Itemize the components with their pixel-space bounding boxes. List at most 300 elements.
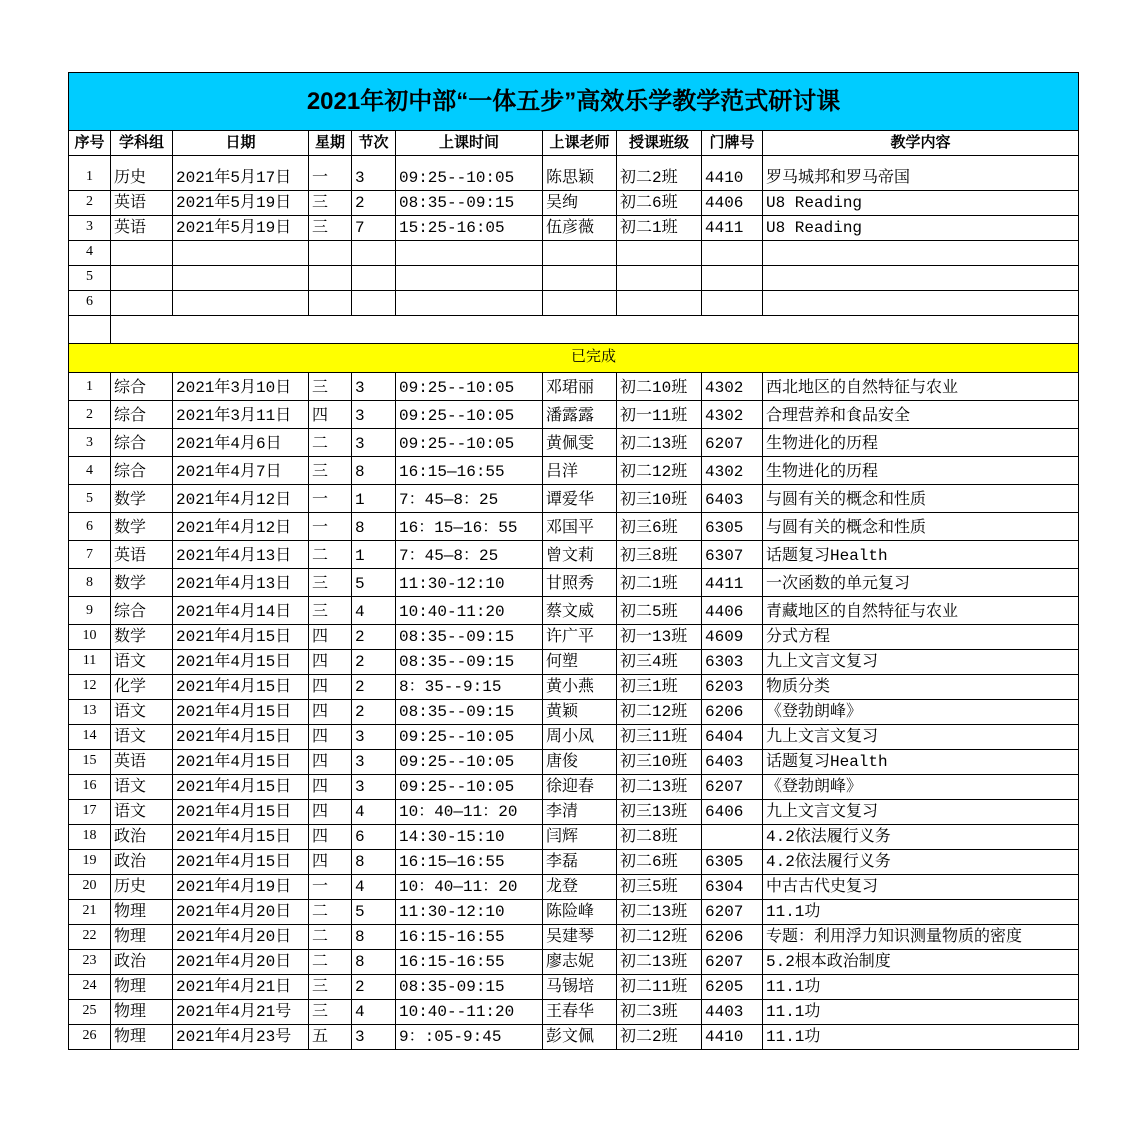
cell-room: 4411: [702, 216, 763, 241]
cell-date: 2021年3月11日: [173, 401, 309, 429]
cell-no: 23: [69, 950, 111, 975]
cell-period: 4: [352, 875, 396, 900]
cell-no: 11: [69, 650, 111, 675]
cell-period: 5: [352, 900, 396, 925]
cell-class: 初二5班: [617, 597, 702, 625]
cell-subject: [111, 241, 173, 266]
cell-room: 6305: [702, 850, 763, 875]
cell-class: 初二12班: [617, 925, 702, 950]
cell-teacher: 李清: [543, 800, 617, 825]
column-header-subject: 学科组: [111, 131, 173, 156]
cell-subject: 数学: [111, 485, 173, 513]
cell-subject: 语文: [111, 650, 173, 675]
separator-row: [69, 316, 1079, 344]
cell-time: 09:25--10:05: [396, 750, 543, 775]
cell-teacher: 谭爱华: [543, 485, 617, 513]
cell-no: 15: [69, 750, 111, 775]
cell-weekday: 三: [309, 597, 352, 625]
cell-date: 2021年4月12日: [173, 485, 309, 513]
cell-content: 5.2根本政治制度: [763, 950, 1079, 975]
cell-date: 2021年5月19日: [173, 191, 309, 216]
cell-no: 4: [69, 457, 111, 485]
cell-class: 初三10班: [617, 750, 702, 775]
completed-table-row: [69, 597, 1079, 625]
completed-table-row: [69, 373, 1079, 401]
cell-content: 九上文言文复习: [763, 725, 1079, 750]
cell-teacher: 龙登: [543, 875, 617, 900]
completed-table-row: [69, 625, 1079, 650]
cell-period: 3: [352, 750, 396, 775]
upcoming-table-row: [69, 241, 1079, 266]
cell-class: [617, 241, 702, 266]
completed-table-row: [69, 401, 1079, 429]
cell-period: 8: [352, 925, 396, 950]
column-header-time: 上课时间: [396, 131, 543, 156]
cell-content: 罗马城邦和罗马帝国: [763, 156, 1079, 191]
cell-no: 26: [69, 1025, 111, 1050]
cell-weekday: 二: [309, 950, 352, 975]
cell-weekday: [309, 241, 352, 266]
cell-teacher: 吴建琴: [543, 925, 617, 950]
cell-date: 2021年4月15日: [173, 750, 309, 775]
completed-table-row: [69, 800, 1079, 825]
cell-content: 专题：利用浮力知识测量物质的密度: [763, 925, 1079, 950]
cell-teacher: 吴绚: [543, 191, 617, 216]
cell-content: U8 Reading: [763, 216, 1079, 241]
cell-room: 4410: [702, 1025, 763, 1050]
cell-time: 7：45—8：25: [396, 485, 543, 513]
cell-date: 2021年4月19日: [173, 875, 309, 900]
completed-table-row: [69, 975, 1079, 1000]
completed-table-row: [69, 569, 1079, 597]
cell-subject: 英语: [111, 216, 173, 241]
cell-class: 初二13班: [617, 429, 702, 457]
upcoming-table-row: [69, 156, 1079, 191]
completed-label: 已完成: [69, 344, 1079, 373]
cell-content: 11.1功: [763, 975, 1079, 1000]
cell-weekday: 一: [309, 513, 352, 541]
cell-weekday: 四: [309, 800, 352, 825]
cell-period: 4: [352, 1000, 396, 1025]
completed-table-row: [69, 513, 1079, 541]
cell-weekday: 四: [309, 850, 352, 875]
completed-label-row: [69, 344, 1079, 373]
cell-room: 4411: [702, 569, 763, 597]
column-header-no: 序号: [69, 131, 111, 156]
cell-weekday: 三: [309, 1000, 352, 1025]
cell-no: 6: [69, 291, 111, 316]
cell-class: 初三8班: [617, 541, 702, 569]
cell-content: 与圆有关的概念和性质: [763, 513, 1079, 541]
cell-teacher: 王春华: [543, 1000, 617, 1025]
cell-content: 合理营养和食品安全: [763, 401, 1079, 429]
cell-time: 09:25--10:05: [396, 429, 543, 457]
cell-date: 2021年4月15日: [173, 625, 309, 650]
cell-content: 11.1功: [763, 1025, 1079, 1050]
cell-period: [352, 241, 396, 266]
cell-period: 8: [352, 457, 396, 485]
completed-table-row: [69, 457, 1079, 485]
cell-weekday: 一: [309, 156, 352, 191]
completed-table-row: [69, 650, 1079, 675]
cell-subject: 历史: [111, 156, 173, 191]
cell-content: [763, 291, 1079, 316]
cell-room: 4410: [702, 156, 763, 191]
cell-date: 2021年4月15日: [173, 800, 309, 825]
completed-table-row: [69, 1025, 1079, 1050]
cell-time: 09:25--10:05: [396, 725, 543, 750]
cell-class: 初二1班: [617, 216, 702, 241]
cell-room: [702, 241, 763, 266]
cell-weekday: 四: [309, 700, 352, 725]
cell-period: 2: [352, 650, 396, 675]
cell-no: 1: [69, 156, 111, 191]
cell-period: 2: [352, 191, 396, 216]
completed-table-row: [69, 775, 1079, 800]
cell-time: 08:35--09:15: [396, 650, 543, 675]
header-row: [69, 131, 1079, 156]
cell-weekday: 二: [309, 925, 352, 950]
cell-date: [173, 291, 309, 316]
cell-class: 初二12班: [617, 457, 702, 485]
cell-date: 2021年5月17日: [173, 156, 309, 191]
cell-period: 5: [352, 569, 396, 597]
cell-class: 初二13班: [617, 775, 702, 800]
cell-time: 08:35-09:15: [396, 975, 543, 1000]
cell-room: [702, 291, 763, 316]
cell-date: 2021年4月15日: [173, 675, 309, 700]
cell-room: 4302: [702, 401, 763, 429]
cell-teacher: 蔡文威: [543, 597, 617, 625]
cell-teacher: 伍彦薇: [543, 216, 617, 241]
cell-room: 6207: [702, 950, 763, 975]
cell-subject: 物理: [111, 1025, 173, 1050]
upcoming-rows: [69, 156, 1079, 316]
cell-period: 8: [352, 513, 396, 541]
table-head: [69, 73, 1079, 156]
completed-table-row: [69, 750, 1079, 775]
cell-room: 6207: [702, 429, 763, 457]
cell-date: 2021年4月7日: [173, 457, 309, 485]
completed-table-row: [69, 485, 1079, 513]
cell-room: 6206: [702, 700, 763, 725]
completed-rows: [69, 373, 1079, 1050]
cell-time: 08:35--09:15: [396, 191, 543, 216]
cell-content: 11.1功: [763, 1000, 1079, 1025]
cell-time: 09:25--10:05: [396, 401, 543, 429]
cell-teacher: 曾文莉: [543, 541, 617, 569]
cell-time: 09:25--10:05: [396, 373, 543, 401]
cell-room: 6406: [702, 800, 763, 825]
cell-class: 初二11班: [617, 975, 702, 1000]
completed-table-row: [69, 925, 1079, 950]
cell-date: [173, 266, 309, 291]
cell-no: 5: [69, 266, 111, 291]
completed-table-row: [69, 825, 1079, 850]
cell-weekday: 一: [309, 875, 352, 900]
cell-room: 4403: [702, 1000, 763, 1025]
cell-time: 09:25--10:05: [396, 775, 543, 800]
cell-period: [352, 266, 396, 291]
cell-class: 初三1班: [617, 675, 702, 700]
cell-teacher: 邓珺丽: [543, 373, 617, 401]
cell-no: 3: [69, 216, 111, 241]
completed-table-row: [69, 725, 1079, 750]
cell-teacher: 周小凤: [543, 725, 617, 750]
cell-class: 初三11班: [617, 725, 702, 750]
cell-period: 3: [352, 1025, 396, 1050]
cell-time: 9：:05-9:45: [396, 1025, 543, 1050]
cell-no: 5: [69, 485, 111, 513]
cell-weekday: 二: [309, 429, 352, 457]
cell-subject: 语文: [111, 700, 173, 725]
cell-date: 2021年4月6日: [173, 429, 309, 457]
cell-time: 10:40-11:20: [396, 597, 543, 625]
cell-teacher: 徐迎春: [543, 775, 617, 800]
cell-room: 6303: [702, 650, 763, 675]
cell-class: 初二10班: [617, 373, 702, 401]
completed-table-row: [69, 900, 1079, 925]
cell-content: 《登勃朗峰》: [763, 700, 1079, 725]
cell-time: 10：40—11：20: [396, 875, 543, 900]
cell-weekday: 二: [309, 541, 352, 569]
cell-subject: 英语: [111, 750, 173, 775]
cell-subject: 数学: [111, 513, 173, 541]
cell-subject: 语文: [111, 800, 173, 825]
cell-subject: 数学: [111, 569, 173, 597]
cell-subject: 物理: [111, 1000, 173, 1025]
cell-weekday: 一: [309, 485, 352, 513]
cell-no: 7: [69, 541, 111, 569]
cell-class: 初二13班: [617, 900, 702, 925]
cell-date: 2021年5月19日: [173, 216, 309, 241]
cell-subject: 语文: [111, 775, 173, 800]
column-header-room: 门牌号: [702, 131, 763, 156]
cell-no: 2: [69, 191, 111, 216]
cell-subject: 综合: [111, 429, 173, 457]
cell-subject: 物理: [111, 975, 173, 1000]
cell-teacher: 黄颖: [543, 700, 617, 725]
cell-class: 初二3班: [617, 1000, 702, 1025]
cell-no: 17: [69, 800, 111, 825]
cell-weekday: 四: [309, 625, 352, 650]
upcoming-table-row: [69, 191, 1079, 216]
cell-no: 3: [69, 429, 111, 457]
cell-room: 4609: [702, 625, 763, 650]
cell-time: [396, 266, 543, 291]
cell-time: 8：35--9:15: [396, 675, 543, 700]
cell-subject: 综合: [111, 597, 173, 625]
cell-time: 16:15-16:55: [396, 950, 543, 975]
cell-weekday: 四: [309, 725, 352, 750]
cell-room: 6207: [702, 900, 763, 925]
cell-weekday: 三: [309, 191, 352, 216]
cell-time: 08:35--09:15: [396, 700, 543, 725]
cell-period: 1: [352, 541, 396, 569]
cell-weekday: 四: [309, 650, 352, 675]
title-row: [69, 73, 1079, 131]
separator-cell-no: [69, 316, 111, 344]
cell-subject: 综合: [111, 373, 173, 401]
cell-period: [352, 291, 396, 316]
cell-room: 4302: [702, 373, 763, 401]
cell-no: 18: [69, 825, 111, 850]
cell-room: 6203: [702, 675, 763, 700]
cell-class: 初二6班: [617, 850, 702, 875]
cell-date: 2021年4月20日: [173, 900, 309, 925]
cell-weekday: [309, 266, 352, 291]
cell-date: 2021年4月21日: [173, 975, 309, 1000]
cell-content: 与圆有关的概念和性质: [763, 485, 1079, 513]
cell-date: 2021年4月21号: [173, 1000, 309, 1025]
cell-weekday: 三: [309, 975, 352, 1000]
cell-no: 2: [69, 401, 111, 429]
cell-period: 8: [352, 850, 396, 875]
cell-date: 2021年4月15日: [173, 850, 309, 875]
completed-section-header: [69, 316, 1079, 373]
cell-subject: 历史: [111, 875, 173, 900]
cell-date: 2021年4月20日: [173, 925, 309, 950]
cell-content: 话题复习Health: [763, 541, 1079, 569]
cell-date: 2021年4月12日: [173, 513, 309, 541]
cell-time: 15:25-16:05: [396, 216, 543, 241]
cell-weekday: 三: [309, 569, 352, 597]
cell-subject: 语文: [111, 725, 173, 750]
cell-teacher: 彭文佩: [543, 1025, 617, 1050]
cell-class: 初二8班: [617, 825, 702, 850]
cell-class: [617, 266, 702, 291]
cell-teacher: 唐俊: [543, 750, 617, 775]
cell-no: 9: [69, 597, 111, 625]
cell-teacher: 马锡培: [543, 975, 617, 1000]
cell-period: 3: [352, 401, 396, 429]
upcoming-table-row: [69, 291, 1079, 316]
cell-teacher: 吕洋: [543, 457, 617, 485]
cell-date: 2021年4月15日: [173, 700, 309, 725]
cell-class: 初三5班: [617, 875, 702, 900]
cell-period: 3: [352, 725, 396, 750]
cell-room: 6304: [702, 875, 763, 900]
cell-no: 10: [69, 625, 111, 650]
cell-class: 初二6班: [617, 191, 702, 216]
cell-period: 3: [352, 775, 396, 800]
upcoming-table-row: [69, 216, 1079, 241]
cell-teacher: 闫辉: [543, 825, 617, 850]
cell-weekday: 四: [309, 825, 352, 850]
cell-content: U8 Reading: [763, 191, 1079, 216]
cell-time: 09:25--10:05: [396, 156, 543, 191]
cell-weekday: 四: [309, 675, 352, 700]
completed-table-row: [69, 675, 1079, 700]
completed-table-row: [69, 875, 1079, 900]
cell-weekday: 三: [309, 373, 352, 401]
cell-room: 6207: [702, 775, 763, 800]
cell-weekday: 四: [309, 775, 352, 800]
completed-table-row: [69, 950, 1079, 975]
cell-period: 1: [352, 485, 396, 513]
cell-teacher: [543, 291, 617, 316]
cell-time: 10：40—11：20: [396, 800, 543, 825]
cell-room: 4406: [702, 191, 763, 216]
cell-content: 西北地区的自然特征与农业: [763, 373, 1079, 401]
cell-class: 初三13班: [617, 800, 702, 825]
cell-teacher: 陈思颖: [543, 156, 617, 191]
cell-teacher: 陈险峰: [543, 900, 617, 925]
cell-time: 16:15—16:55: [396, 457, 543, 485]
cell-weekday: [309, 291, 352, 316]
cell-time: 11:30-12:10: [396, 900, 543, 925]
column-header-date: 日期: [173, 131, 309, 156]
cell-no: 12: [69, 675, 111, 700]
cell-no: 16: [69, 775, 111, 800]
cell-subject: 英语: [111, 191, 173, 216]
cell-time: 11:30-12:10: [396, 569, 543, 597]
cell-no: 22: [69, 925, 111, 950]
cell-room: 6206: [702, 925, 763, 950]
cell-teacher: 邓国平: [543, 513, 617, 541]
cell-room: 6307: [702, 541, 763, 569]
cell-room: 4406: [702, 597, 763, 625]
cell-room: 6403: [702, 750, 763, 775]
cell-weekday: 三: [309, 457, 352, 485]
cell-class: 初三6班: [617, 513, 702, 541]
separator-cell-merged: [111, 316, 1079, 344]
cell-period: 2: [352, 975, 396, 1000]
cell-period: 6: [352, 825, 396, 850]
column-header-content: 教学内容: [763, 131, 1079, 156]
cell-weekday: 五: [309, 1025, 352, 1050]
cell-teacher: 黄小燕: [543, 675, 617, 700]
cell-date: 2021年4月13日: [173, 541, 309, 569]
cell-content: 九上文言文复习: [763, 650, 1079, 675]
cell-date: 2021年4月15日: [173, 725, 309, 750]
cell-date: [173, 241, 309, 266]
cell-teacher: 廖志妮: [543, 950, 617, 975]
cell-weekday: 四: [309, 750, 352, 775]
cell-subject: 政治: [111, 850, 173, 875]
cell-room: 6305: [702, 513, 763, 541]
cell-room: 6403: [702, 485, 763, 513]
cell-period: 2: [352, 625, 396, 650]
cell-class: 初一11班: [617, 401, 702, 429]
cell-content: 中古古代史复习: [763, 875, 1079, 900]
cell-no: 13: [69, 700, 111, 725]
cell-time: 08:35--09:15: [396, 625, 543, 650]
cell-room: [702, 266, 763, 291]
cell-date: 2021年4月15日: [173, 650, 309, 675]
cell-time: 16:15—16:55: [396, 850, 543, 875]
cell-no: 24: [69, 975, 111, 1000]
cell-teacher: 李磊: [543, 850, 617, 875]
cell-period: 4: [352, 800, 396, 825]
cell-class: 初一13班: [617, 625, 702, 650]
cell-weekday: 二: [309, 900, 352, 925]
cell-teacher: [543, 266, 617, 291]
cell-no: 21: [69, 900, 111, 925]
cell-subject: 化学: [111, 675, 173, 700]
cell-class: 初三4班: [617, 650, 702, 675]
column-header-class: 授课班级: [617, 131, 702, 156]
cell-period: 3: [352, 373, 396, 401]
cell-content: 分式方程: [763, 625, 1079, 650]
cell-no: 8: [69, 569, 111, 597]
cell-room: 6205: [702, 975, 763, 1000]
upcoming-table-row: [69, 266, 1079, 291]
cell-room: 4302: [702, 457, 763, 485]
cell-date: 2021年4月23号: [173, 1025, 309, 1050]
cell-class: [617, 291, 702, 316]
schedule-table: [68, 72, 1079, 1050]
